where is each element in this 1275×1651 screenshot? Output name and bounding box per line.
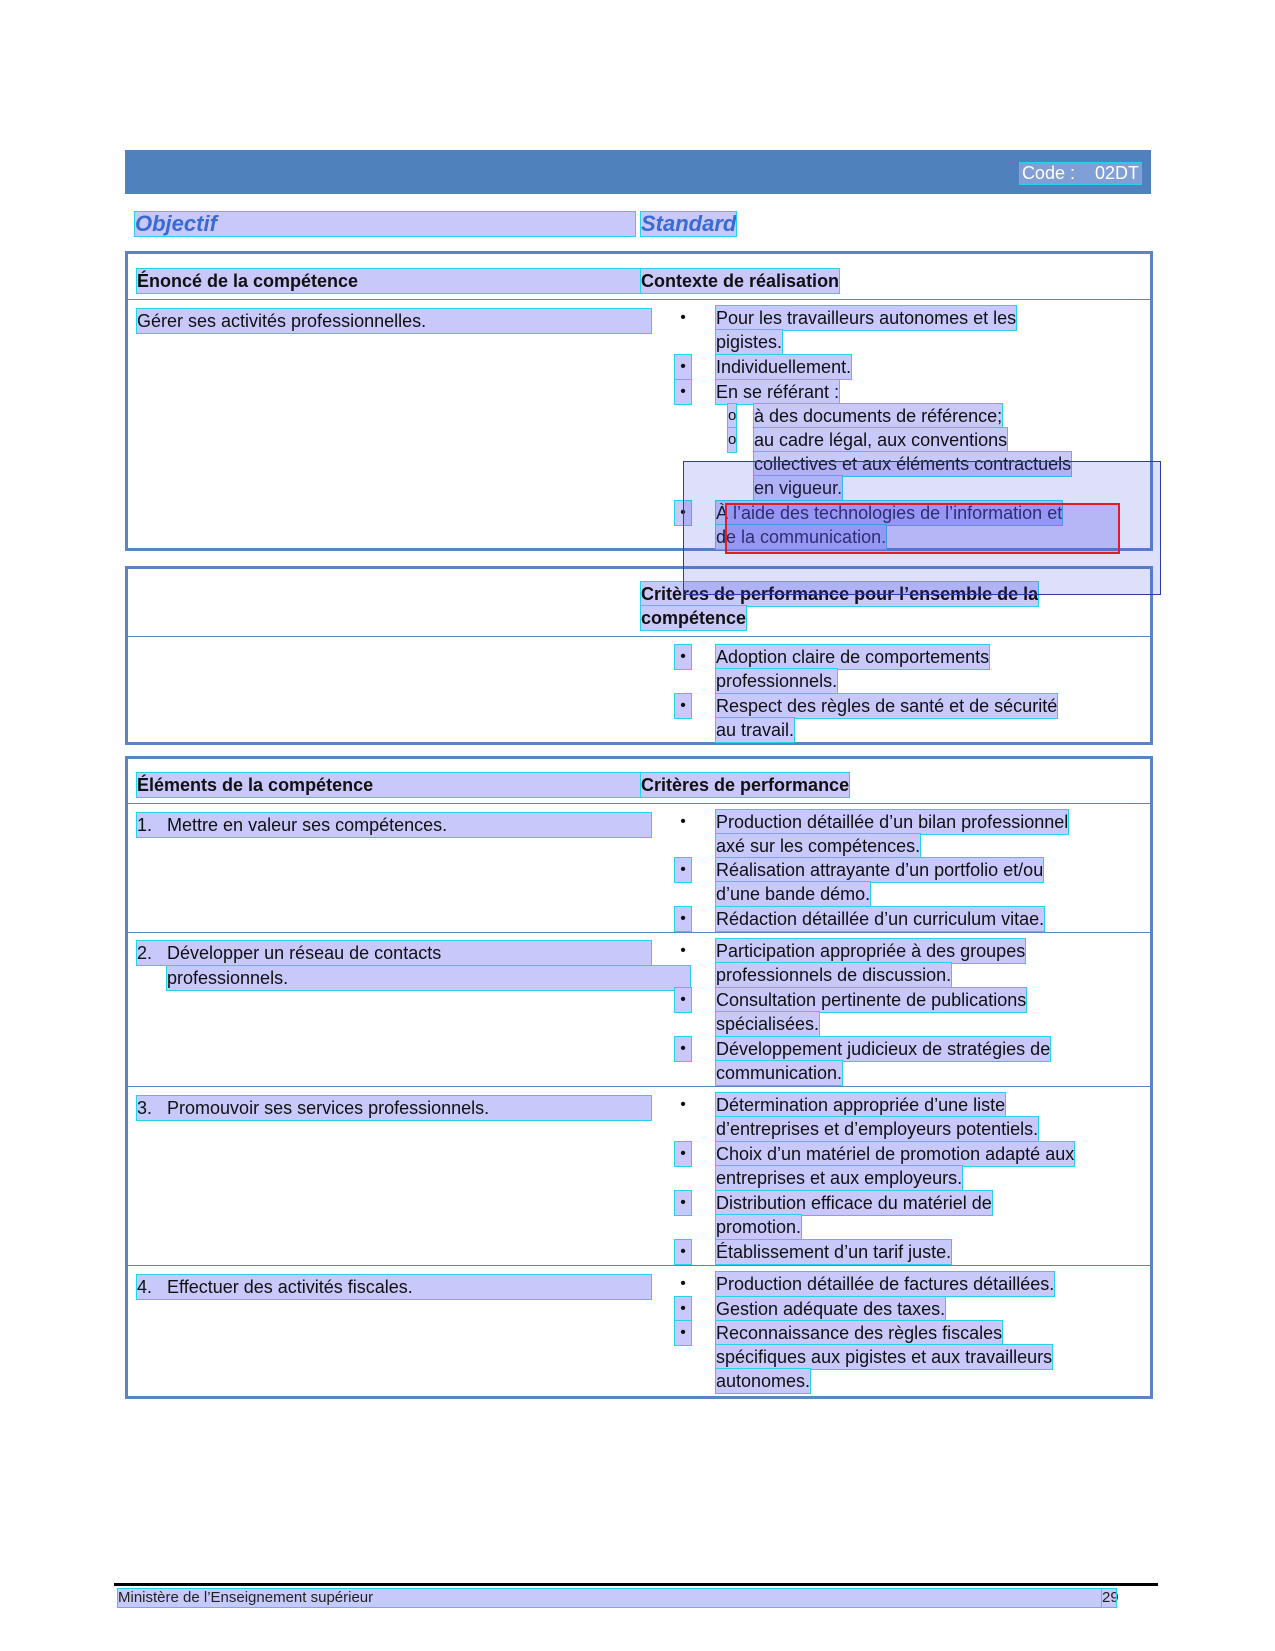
element-3-criterion-1-line1: Détermination appropriée d’une liste xyxy=(716,1095,1006,1115)
context-subitem-2-line1: au cadre légal, aux conventions xyxy=(754,430,1008,450)
element-2-title-line2: professionnels. xyxy=(167,966,690,990)
element-1-criterion-3: Rédaction détaillée d’un curriculum vitae. xyxy=(716,909,1045,929)
col-header-enonce: Énoncé de la compétence xyxy=(137,269,641,293)
element-3-criterion-4: Établissement d’un tarif juste. xyxy=(716,1242,952,1262)
criterion-general-2-line2: au travail. xyxy=(716,720,795,740)
element-number: 2. xyxy=(137,943,153,963)
element-1-criterion-1-line1: Production détaillée d’un bilan professionnel xyxy=(716,812,1069,832)
context-item-3: En se référant : xyxy=(716,382,840,402)
element-number: 3. xyxy=(137,1098,153,1118)
element-2-criterion-2-line1: Consultation pertinente de publications xyxy=(716,990,1027,1010)
element-title-text: Promouvoir ses services professionnels. xyxy=(167,1098,490,1118)
element-number: 4. xyxy=(137,1277,153,1297)
element-4-criterion-3-line3: autonomes. xyxy=(716,1371,811,1391)
element-2-criterion-2-line2: spécialisées. xyxy=(716,1014,820,1034)
bullet-icon: • xyxy=(675,858,691,882)
element-1-criterion-2-line1: Réalisation attrayante d’un portfolio et/ou xyxy=(716,860,1044,880)
bullet-icon: • xyxy=(675,501,691,525)
bullet-icon: • xyxy=(680,1096,686,1113)
table-elements-criteres xyxy=(125,756,1153,1399)
bullet-icon: • xyxy=(680,309,686,326)
element-3-criterion-2-line2: entreprises et aux employeurs. xyxy=(716,1168,963,1188)
criterion-general-2-line1: Respect des règles de santé et de sécurité xyxy=(716,696,1058,716)
footer-page-number: 29 xyxy=(1102,1589,1119,1606)
col-header-criteres: Critères de performance xyxy=(641,775,850,795)
element-number: 1. xyxy=(137,815,153,835)
element-3-title xyxy=(137,1096,651,1120)
element-3-criterion-3-line2: promotion. xyxy=(716,1217,802,1237)
bullet-icon: • xyxy=(675,1037,691,1061)
table3-header-row xyxy=(128,759,1150,804)
bullet-icon: • xyxy=(675,355,691,379)
footer-divider xyxy=(114,1583,1158,1586)
criterion-general-1-line2: professionnels. xyxy=(716,671,838,691)
element-row-2 xyxy=(128,932,1150,1086)
element-2-criterion-3-line1: Développement judicieux de stratégies de xyxy=(716,1039,1051,1059)
element-title-text: Développer un réseau de contacts xyxy=(167,943,442,963)
bullet-icon: • xyxy=(675,694,691,718)
context-item-1-line2: pigistes. xyxy=(716,332,783,352)
element-4-title xyxy=(137,1275,651,1299)
highlight-target-box xyxy=(725,503,1120,554)
element-3-criterion-2-line1: Choix d’un matériel de promotion adapté aux xyxy=(716,1144,1075,1164)
bullet-icon: • xyxy=(675,380,691,404)
element-row-4 xyxy=(128,1265,1150,1394)
bullet-icon: • xyxy=(675,1297,691,1321)
bullet-icon: • xyxy=(675,1240,691,1264)
element-row-3 xyxy=(128,1086,1150,1265)
col-header-criteres-ensemble-line2: compétence xyxy=(641,608,747,628)
bullet-icon: • xyxy=(675,1191,691,1215)
element-4-criterion-3-line2: spécifiques aux pigistes et aux travailleurs xyxy=(716,1347,1053,1367)
context-subitem-2-line3: en vigueur. xyxy=(754,478,843,498)
element-1-criterion-2-line2: d’une bande démo. xyxy=(716,884,871,904)
subtitle-objectif: Objectif xyxy=(135,212,635,236)
sub-bullet-icon: o xyxy=(728,428,736,452)
bullet-icon: • xyxy=(675,988,691,1012)
element-title-text: Effectuer des activités fiscales. xyxy=(167,1277,413,1297)
header-bar xyxy=(125,150,1151,194)
bullet-icon: • xyxy=(680,1275,686,1292)
bullet-icon: • xyxy=(675,1321,691,1345)
element-2-title-line1 xyxy=(137,941,651,965)
bullet-icon: • xyxy=(680,942,686,959)
element-1-title xyxy=(137,813,651,837)
element-title-text: Mettre en valeur ses compétences. xyxy=(167,815,448,835)
context-subitem-2-line2: collectives et aux éléments contractuels xyxy=(754,454,1072,474)
context-item-4-line2: de la communication. xyxy=(716,527,887,547)
document-code: Code : 02DT xyxy=(1021,163,1139,183)
element-2-criterion-1-line1: Participation appropriée à des groupes xyxy=(716,941,1026,961)
subtitle-standard: Standard xyxy=(641,211,737,236)
context-item-1-line1: Pour les travailleurs autonomes et les xyxy=(716,308,1017,328)
col-header-contexte: Contexte de réalisation xyxy=(641,271,840,291)
col-header-criteres-ensemble-line1: Critères de performance pour l’ensemble de la xyxy=(641,584,1039,604)
footer-ministry: Ministère de l’Enseignement supérieur xyxy=(118,1589,1102,1607)
bullet-icon: • xyxy=(675,645,691,669)
context-subitem-1: à des documents de référence; xyxy=(754,406,1003,426)
element-3-criterion-3-line1: Distribution efficace du matériel de xyxy=(716,1193,992,1213)
context-item-4-line1: À l’aide des technologies de l’information et xyxy=(716,503,1063,523)
context-item-2: Individuellement. xyxy=(716,357,852,377)
element-4-criterion-3-line1: Reconnaissance des règles fiscales xyxy=(716,1323,1003,1343)
criterion-general-1-line1: Adoption claire de comportements xyxy=(716,647,990,667)
bullet-icon: • xyxy=(680,813,686,830)
element-2-criterion-3-line2: communication. xyxy=(716,1063,843,1083)
element-2-criterion-1-line2: professionnels de discussion. xyxy=(716,965,952,985)
competence-statement: Gérer ses activités professionnelles. xyxy=(137,309,651,333)
sub-bullet-icon: o xyxy=(728,404,736,428)
element-3-criterion-1-line2: d’entreprises et d’employeurs potentiels. xyxy=(716,1119,1039,1139)
element-1-criterion-1-line2: axé sur les compétences. xyxy=(716,836,921,856)
element-4-criterion-1: Production détaillée de factures détaillées. xyxy=(716,1274,1055,1294)
col-header-elements: Éléments de la compétence xyxy=(137,773,641,797)
element-row-1 xyxy=(128,804,1150,932)
element-4-criterion-2: Gestion adéquate des taxes. xyxy=(716,1299,946,1319)
table1-header-row xyxy=(128,254,1150,300)
bullet-icon: • xyxy=(675,907,691,931)
bullet-icon: • xyxy=(675,1142,691,1166)
